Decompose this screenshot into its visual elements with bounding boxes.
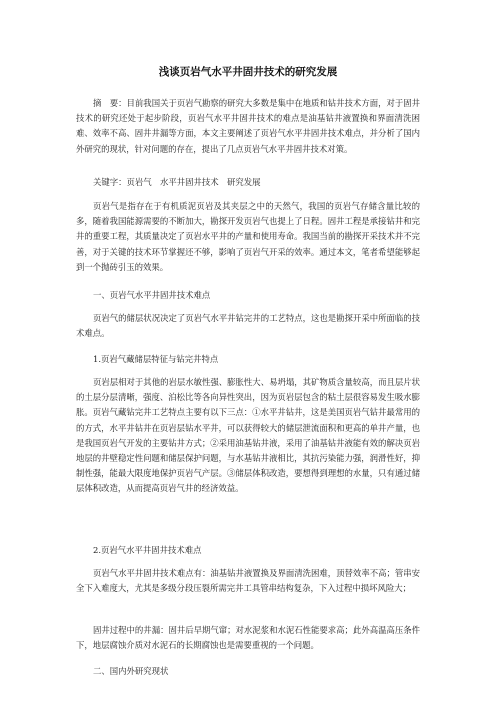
subsection-1-heading: 1.页岩气藏储层特征与钻完井特点 xyxy=(93,354,219,364)
abstract-paragraph: 摘 要：目前我国关于页岩气勘察的研究大多数是集中在地质和钻井技术方面，对于固井技术的研究还处于起步阶段，页岩气水平井固井技术的难点是油基钻井液置换和界面清洗困难、效率不高、固井井漏等方面，本文主要阐述了页岩气水平井固井技术难点，并分析了国内外研究的现状，针对问题的存在，提出了几点页岩气水平井固井技术对策。 xyxy=(76,98,420,154)
section-1-heading: 一、页岩气水平井固井技术难点 xyxy=(93,290,211,300)
section-1-intro-paragraph: 页岩气的储层状况决定了页岩气水平井钻完井的工艺特点，这也是勘探开采中所面临的技术难点。 xyxy=(76,313,420,339)
paper-title: 浅谈页岩气水平井固井技术的研究发展 xyxy=(158,66,338,78)
section-2-heading: 二、国内外研究现状 xyxy=(93,666,169,676)
subsection-1-paragraph: 页岩层相对于其他的岩层水敏性强、膨胀性大、易坍塌，其矿物质含量较高，而且层片状的土层分层清晰，强度、泊松比等各向异性突出，因为页岩层包含的粘土层很容易发生吸水膨胀。页岩气藏钻完井工艺特点主要有以下三点：①水平井钻井，这是美国页岩气钻井最常用的的方式，水平井钻井在页岩层钻水平井，可以获得较大的储层泄流面积和更高的单井产量，也是我国页岩气开发的主要钻井方式；②采用油基钻井液，采用了油基钻井液能有效的解决页岩地层的井壁稳定性问题和储层保护问题，与水基钻井液相比，其抗污染能力强，润滑性好，抑制性强，能最大限度地保护页岩气产层。③储层体积改造，要想得到理想的水量，只有通过储层体积改造，从而提高页岩气井的经济效益。 xyxy=(76,377,420,494)
intro-paragraph: 页岩气是指存在于有机质泥页岩及其夹层之中的天然气，我国的页岩气存储含量比较的多，随着我国能源需要的不断加大，勘探开发页岩气也提上了日程。固井工程是承接钻井和完井的重要工程，其质量决定了页岩水平井的产量和使用寿命。我国当前的勘探开采技术并不完善，对于关键的技术环节掌握还不够，影响了页岩气开采的效率。通过本文，笔者希望能够起到一个抛砖引玉的效果。 xyxy=(76,201,420,272)
subsection-2-paragraph: 页岩气水平井固井技术难点有：油基钻井液置换及界面清洗困难，顶替效率不高；管串安全下入难度大，尤其是多级分段压裂所需完井工具管串结构复杂，下入过程中损坏风险大； xyxy=(76,568,420,594)
subsection-2-paragraph-2: 固井过程中的井漏：固井后早期气窜；对水泥浆和水泥石性能要求高；此外高温高压条件下，地层腐蚀介质对水泥石的长期腐蚀也是需要重视的一个问题。 xyxy=(76,625,420,651)
keywords-line: 关键字：页岩气 水平井固井技术 研究发展 xyxy=(93,177,261,187)
subsection-2-heading: 2.页岩气水平井固井技术难点 xyxy=(93,545,202,555)
